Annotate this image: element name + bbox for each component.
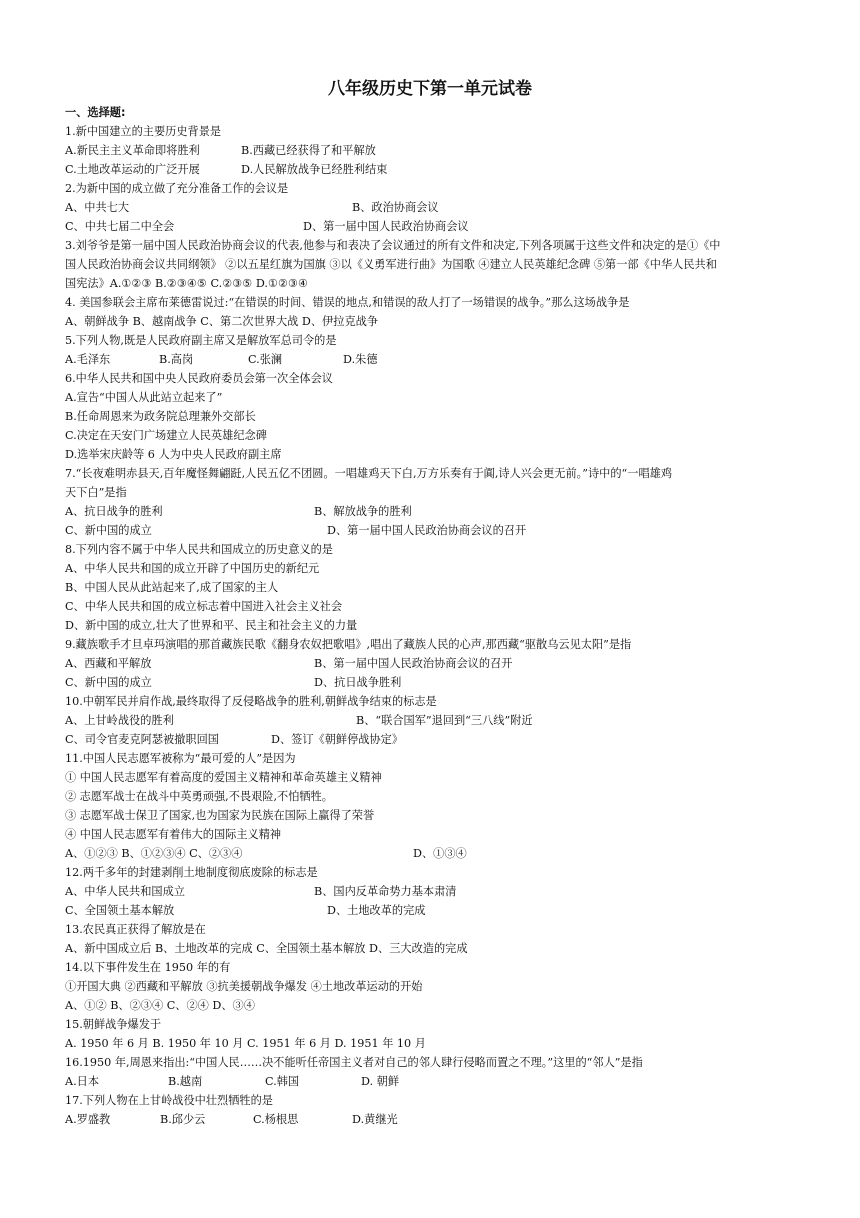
option-a: A.毛泽东 xyxy=(65,353,111,366)
option-d: D、①③④ xyxy=(413,847,467,860)
question-1: 1.新中国建立的主要历史背景是 xyxy=(65,125,222,138)
question-7-cont: 天下白”是指 xyxy=(65,486,127,499)
option-c: C、中华人民共和国的成立标志着中国进入社会主义社会 xyxy=(65,600,343,613)
page-title: 八年级历史下第一单元试卷 xyxy=(328,79,532,99)
option-b: B.任命周恩来为政务院总理兼外交部长 xyxy=(65,410,256,423)
option-d: D. 朝鲜 xyxy=(361,1075,400,1088)
statement-1: ① 中国人民志愿军有着高度的爱国主义精神和革命英雄主义精神 xyxy=(65,771,382,784)
option-b: B、政治协商会议 xyxy=(352,201,439,214)
option-a: A、中共七大 xyxy=(65,201,130,214)
option-d: D、新中国的成立,壮大了世界和平、民主和社会主义的力量 xyxy=(65,619,358,632)
option-a: A.新民主主义革命即将胜利 xyxy=(65,144,200,157)
question-3-cont: 国人民政治协商会议共同纲领》 ②以五星红旗为国旗 ③以《义勇军进行曲》为国歌 ④建立人民英雄纪念碑 ⑤第一部《中华人民共和 xyxy=(65,258,717,271)
option-a: A.罗盛教 xyxy=(65,1113,111,1126)
option-c: C.杨根思 xyxy=(253,1113,299,1126)
question-12: 12.两千多年的封建剥削土地制度彻底废除的标志是 xyxy=(65,866,318,879)
question-16: 16.1950 年,周恩来指出:“中国人民……决不能听任帝国主义者对自己的邻人肆行侵略而置之不理。”这里的“邻人”是指 xyxy=(65,1056,643,1069)
option-a: A、中华人民共和国的成立开辟了中国历史的新纪元 xyxy=(65,562,320,575)
option-c: C、全国领土基本解放 xyxy=(65,904,175,917)
option-c: C、新中国的成立 xyxy=(65,676,152,689)
option-b: B.邱少云 xyxy=(160,1113,206,1126)
option-d: D、土地改革的完成 xyxy=(327,904,426,917)
question-17: 17.下列人物在上甘岭战役中壮烈牺牲的是 xyxy=(65,1094,273,1107)
question-3-cont: 国宪法》A.①②③ B.②③④⑤ C.②③⑤ D.①②③④ xyxy=(65,277,309,290)
statement-4: ④ 中国人民志愿军有着伟大的国际主义精神 xyxy=(65,828,282,841)
options-row: A、朝鲜战争 B、越南战争 C、第二次世界大战 D、伊拉克战争 xyxy=(65,315,379,328)
statement-list: ①开国大典 ②西藏和平解放 ③抗美援朝战争爆发 ④土地改革运动的开始 xyxy=(65,980,423,993)
option-b: B、国内反革命势力基本肃清 xyxy=(314,885,457,898)
question-4: 4. 美国参联会主席布莱德雷说过:“在错误的时间、错误的地点,和错误的敌人打了一场错误的战争。”那么这场战争是 xyxy=(65,296,630,309)
option-a: A、上甘岭战役的胜利 xyxy=(65,714,174,727)
options-row: A. 1950 年 6 月 B. 1950 年 10 月 C. 1951 年 6 月 D. 1951 年 10 月 xyxy=(65,1037,426,1050)
option-c: C.韩国 xyxy=(265,1075,300,1088)
option-a: A.宣告“中国人从此站立起来了” xyxy=(65,391,223,404)
options-abc: A、①②③ B、①②③④ C、②③④ xyxy=(65,847,243,860)
option-d: D.选举宋庆龄等 6 人为中央人民政府副主席 xyxy=(65,448,282,461)
option-c: C.张澜 xyxy=(248,353,283,366)
question-2: 2.为新中国的成立做了充分准备工作的会议是 xyxy=(65,182,289,195)
option-c: C、中共七届二中全会 xyxy=(65,220,175,233)
option-b: B.越南 xyxy=(168,1075,203,1088)
option-b: B.西藏已经获得了和平解放 xyxy=(241,144,376,157)
question-8: 8.下列内容不属于中华人民共和国成立的历史意义的是 xyxy=(65,543,333,556)
options-row: A、①② B、②③④ C、②④ D、③④ xyxy=(65,999,255,1012)
option-c: C、司令官麦克阿瑟被撤职回国 xyxy=(65,733,219,746)
option-d: D、签订《朝鲜停战协定》 xyxy=(271,733,404,746)
option-c: C、新中国的成立 xyxy=(65,524,152,537)
option-d: D、抗日战争胜利 xyxy=(314,676,402,689)
question-3: 3.刘爷爷是第一届中国人民政治协商会议的代表,他参与和表决了会议通过的所有文件和决定,下列各项属于这些文件和决定的是①《中 xyxy=(65,239,721,252)
option-a: A、西藏和平解放 xyxy=(65,657,152,670)
option-b: B、“联合国军”退回到“三八线”附近 xyxy=(356,714,533,727)
question-13: 13.农民真正获得了解放是在 xyxy=(65,923,206,936)
option-d: D.朱德 xyxy=(343,353,378,366)
statement-3: ③ 志愿军战士保卫了国家,也为国家为民族在国际上赢得了荣誉 xyxy=(65,809,375,822)
question-6: 6.中华人民共和国中央人民政府委员会第一次全体会议 xyxy=(65,372,333,385)
question-5: 5.下列人物,既是人民政府副主席又是解放军总司令的是 xyxy=(65,334,337,347)
option-c: C.土地改革运动的广泛开展 xyxy=(65,163,200,176)
option-b: B、第一届中国人民政治协商会议的召开 xyxy=(314,657,513,670)
option-a: A、抗日战争的胜利 xyxy=(65,505,163,518)
option-a: A.日本 xyxy=(65,1075,100,1088)
question-15: 15.朝鲜战争爆发于 xyxy=(65,1018,162,1031)
option-a: A、中华人民共和国成立 xyxy=(65,885,185,898)
option-d: D.黄继光 xyxy=(352,1113,398,1126)
option-c: C.决定在天安门广场建立人民英雄纪念碑 xyxy=(65,429,267,442)
options-row: A、新中国成立后 B、土地改革的完成 C、全国领土基本解放 D、三大改造的完成 xyxy=(65,942,468,955)
question-7: 7.“长夜难明赤县天,百年魔怪舞翩跹,人民五亿不团圆。一唱雄鸡天下白,万方乐奏有于阗,诗人兴会更无前。”诗中的“一唱雄鸡 xyxy=(65,467,673,480)
option-b: B、中国人民从此站起来了,成了国家的主人 xyxy=(65,581,279,594)
option-d: D、第一届中国人民政治协商会议 xyxy=(303,220,469,233)
question-9: 9.藏族歌手才旦卓玛演唱的那首藏族民歌《翻身农奴把歌唱》,唱出了藏族人民的心声,那西藏“驱散乌云见太阳”是指 xyxy=(65,638,632,651)
question-10: 10.中朝军民并肩作战,最终取得了反侵略战争的胜利,朝鲜战争结束的标志是 xyxy=(65,695,437,708)
section-heading: 一、选择题: xyxy=(65,106,126,119)
option-d: D、第一届中国人民政治协商会议的召开 xyxy=(327,524,527,537)
option-b: B.高岗 xyxy=(159,353,194,366)
question-11: 11.中国人民志愿军被称为“最可爱的人”是因为 xyxy=(65,752,296,765)
statement-2: ② 志愿军战士在战斗中英勇顽强,不畏艰险,不怕牺牲。 xyxy=(65,790,333,803)
option-d: D.人民解放战争已经胜利结束 xyxy=(241,163,388,176)
question-14: 14.以下事件发生在 1950 年的有 xyxy=(65,961,231,974)
option-b: B、解放战争的胜利 xyxy=(314,505,412,518)
